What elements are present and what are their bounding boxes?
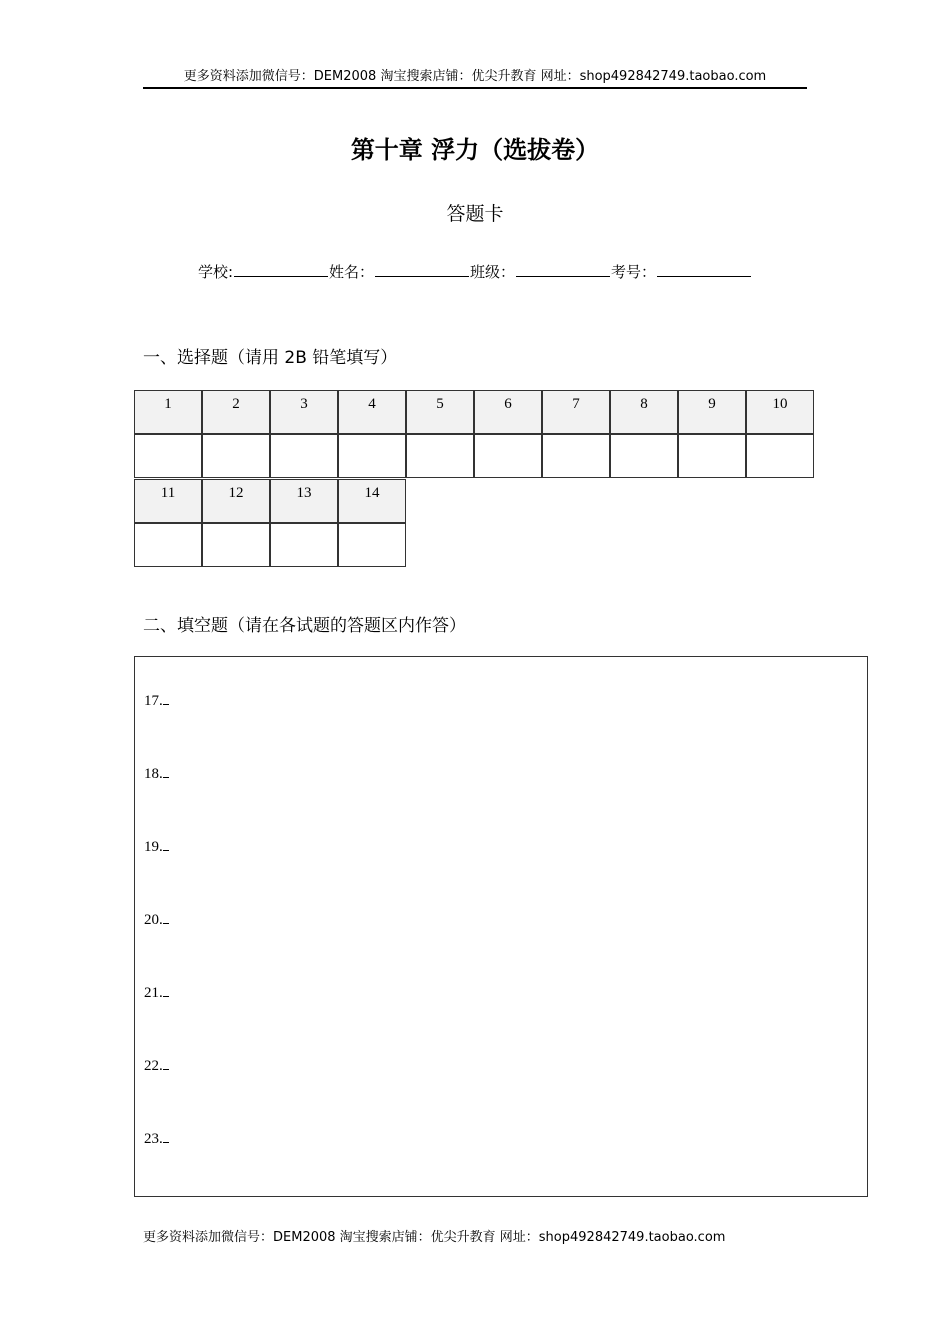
- fill-blank[interactable]: [163, 763, 169, 778]
- choice-answer-10[interactable]: [746, 434, 814, 478]
- fill-item-20[interactable]: [144, 909, 169, 930]
- choice-number-6: 6: [474, 390, 542, 434]
- choice-number-10: 10: [746, 390, 814, 434]
- footer-note: 更多资料添加微信号：DEM2008 淘宝搜索店铺：优尖升教育 网址：shop492842749.taobao.com: [143, 1230, 726, 1245]
- choice-number-1: 1: [134, 390, 202, 434]
- fill-item-number: 18.: [144, 766, 163, 782]
- fill-item-21[interactable]: [144, 982, 169, 1003]
- name-blank[interactable]: [375, 260, 469, 277]
- fill-item-number: 23.: [144, 1131, 163, 1147]
- choice-answer-7[interactable]: [542, 434, 610, 478]
- choice-answer-14[interactable]: [338, 523, 406, 567]
- fill-item-23[interactable]: [144, 1128, 169, 1149]
- fill-blank[interactable]: [163, 836, 169, 851]
- choice-answer-5[interactable]: [406, 434, 474, 478]
- choice-number-13: 13: [270, 479, 338, 523]
- fill-item-18[interactable]: [144, 763, 169, 784]
- choice-answer-1[interactable]: [134, 434, 202, 478]
- choice-answer-2[interactable]: [202, 434, 270, 478]
- fill-item-number: 22.: [144, 1058, 163, 1074]
- fill-item-22[interactable]: [144, 1055, 169, 1076]
- choice-number-12: 12: [202, 479, 270, 523]
- school-label: 学校:: [197, 263, 233, 281]
- fill-item-number: 19.: [144, 839, 163, 855]
- choice-number-14: 14: [338, 479, 406, 523]
- fill-item-number: 17.: [144, 693, 163, 709]
- page-subtitle: 答题卡: [446, 203, 504, 225]
- choice-answer-11[interactable]: [134, 523, 202, 567]
- school-blank[interactable]: [234, 260, 328, 277]
- fill-item-number: 20.: [144, 912, 163, 928]
- exam-no-label: 考号：: [611, 263, 657, 281]
- choice-number-8: 8: [610, 390, 678, 434]
- choice-number-11: 11: [134, 479, 202, 523]
- student-info-line: [0, 260, 950, 283]
- section-fill-heading: 二、填空题（请在各试题的答题区内作答）: [143, 616, 466, 636]
- choice-answer-9[interactable]: [678, 434, 746, 478]
- fill-item-17[interactable]: [144, 690, 169, 711]
- fill-item-number: 21.: [144, 985, 163, 1001]
- choice-number-7: 7: [542, 390, 610, 434]
- choice-answer-6[interactable]: [474, 434, 542, 478]
- choice-answer-12[interactable]: [202, 523, 270, 567]
- choice-answer-4[interactable]: [338, 434, 406, 478]
- choice-number-9: 9: [678, 390, 746, 434]
- choice-number-5: 5: [406, 390, 474, 434]
- fill-blank[interactable]: [163, 1055, 169, 1070]
- choice-answer-8[interactable]: [610, 434, 678, 478]
- exam-no-blank[interactable]: [657, 260, 751, 277]
- class-label: 班级：: [470, 263, 516, 281]
- choice-number-4: 4: [338, 390, 406, 434]
- header-note: 更多资料添加微信号：DEM2008 淘宝搜索店铺：优尖升教育 网址：shop492842749.taobao.com: [183, 69, 767, 84]
- fill-answer-area: [134, 656, 868, 1197]
- header-rule: [143, 87, 807, 89]
- choice-number-3: 3: [270, 390, 338, 434]
- fill-item-19[interactable]: [144, 836, 169, 857]
- fill-blank[interactable]: [163, 982, 169, 997]
- class-blank[interactable]: [516, 260, 610, 277]
- choice-answer-3[interactable]: [270, 434, 338, 478]
- page-title: 第十章 浮力（选拔卷）: [350, 136, 600, 164]
- fill-blank[interactable]: [163, 1128, 169, 1143]
- fill-blank[interactable]: [163, 909, 169, 924]
- section-choice-heading: 一、选择题（请用 2B 铅笔填写）: [143, 348, 398, 368]
- name-label: 姓名：: [329, 263, 375, 281]
- choice-number-2: 2: [202, 390, 270, 434]
- choice-answer-13[interactable]: [270, 523, 338, 567]
- fill-blank[interactable]: [163, 690, 169, 705]
